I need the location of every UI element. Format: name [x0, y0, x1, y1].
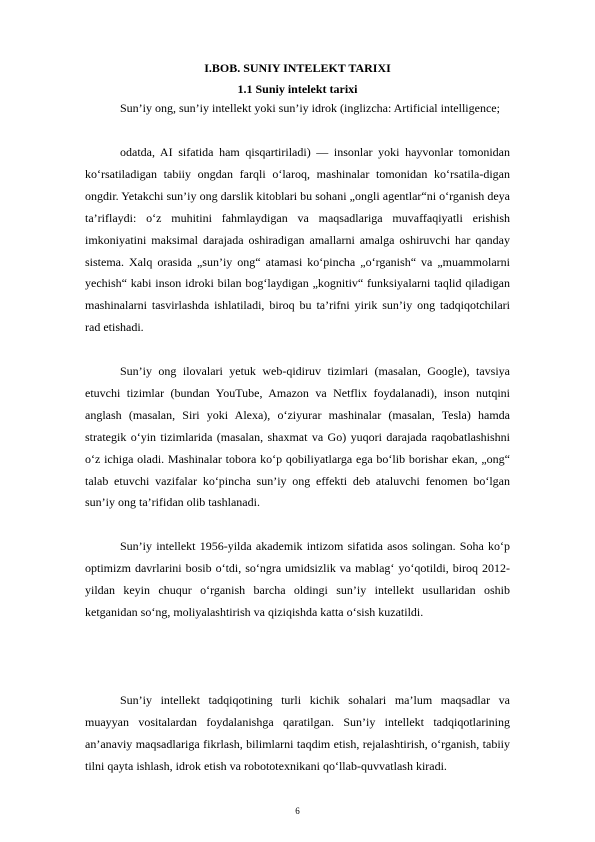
section-title: 1.1 Suniy intelekt tarixi: [237, 82, 358, 96]
paragraph-applications: Sun’iy ong ilovalari yetuk web-qidiruv tizimlari (masalan, Google), tavsiya etuvchi tizimlar (bundan YouTube, Amazon va Netflix foydalanadi), inson nutqini anglash (masalan, Siri yoki Alexa), o‘ziyurar mashinalar (masalan, Tesla) hamda strategik o‘yin tizimlarida (masalan, shaxmat va Go) yuqori darajada raqobatlashishni o‘z ichiga oladi. Mashinalar tobora ko‘p qobiliyatlarga ega bo‘lib borishar ekan, „ong“ talab etuvchi vazifalar ko‘pincha sun’iy ong effekti deb ataluvchi fenomen bo‘lgan sun’iy ong ta’rifidan olib tashlanadi.: [85, 364, 510, 510]
paragraph-definition: odatda, AI sifatida ham qisqartiriladi) — insonlar yoki hayvonlar tomonidan ko‘rsatiladigan tabiiy ongdan farqli o‘laroq, mashinalar tomonidan ko‘rsatila-digan ongdir. Yetakchi sun’iy ong darslik kitoblari bu sohani „ongli agentlar“ni o‘rganish deya ta’riflaydi: o‘z muhitini fahmlaydigan va maqsadlariga muvaffaqiyatli erishish imkoniyatini maksimal darajada oshiradigan amallarni amalga oshiruvchi har qanday sistema. Xalq orasida „sun’iy ong“ atamasi ko‘pincha „o‘rganish“ va „muammolarni yechish“ kabi inson idroki bilan bog‘laydigan „kognitiv“ funksiyalarni taqlid qiladigan mashinalarni tasvirlashda ishlatiladi, biroq bu ta’rifni yirik sun’iy ong tadqiqotchilari rad etishadi.: [85, 145, 510, 335]
page-number: 6: [295, 806, 300, 816]
paragraph-definition-intro: Sun’iy ong, sun’iy intellekt yoki sun’iy idrok (inglizcha: Artificial intelligence;: [120, 101, 500, 115]
chapter-title: I.BOB. SUNIY INTELEKT TARIXI: [204, 61, 391, 75]
paragraph-research-goals: Sun’iy intellekt tadqiqotining turli kichik sohalari ma’lum maqsadlar va muayyan vositalardan foydalanishga qaratilgan. Sun’iy intellekt tadqiqotlarining an’anaviy maqsadlariga fikrlash, bilimlarni taqdim etish, rejalashtirish, o‘rganish, tabiiy tilni qayta ishlash, idrok etish va robototexnikani qo‘llab-quvvatlash kiradi.: [85, 693, 510, 773]
paragraph-history: Sun’iy intellekt 1956-yilda akademik intizom sifatida asos solingan. Soha ko‘p optimizm davrlarini bosib o‘tdi, so‘ngra umidsizlik va mablag‘ yo‘qotildi, biroq 2012-yildan keyin chuqur o‘rganish barcha oldingi sun’iy intellekt usullaridan oshib ketganidan so‘ng, moliyalashtirish va qiziqishda katta o‘sish kuzatildi.: [85, 539, 510, 619]
